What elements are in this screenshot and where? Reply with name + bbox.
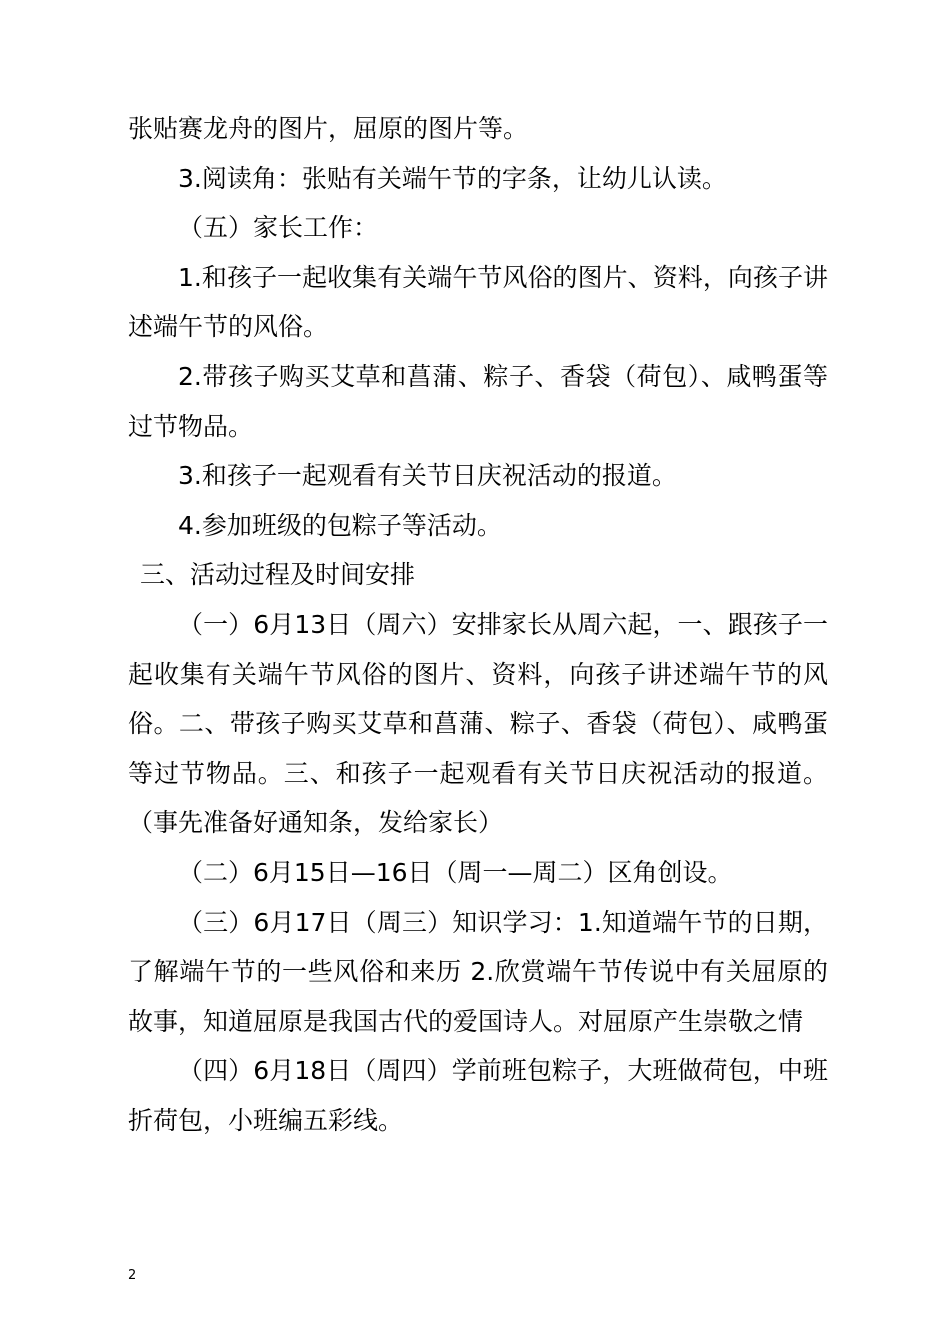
paragraph-reading-corner: 3.阅读角：张贴有关端午节的字条，让幼儿认读。 xyxy=(178,163,727,193)
paragraph-parent-item-2: 2.带孩子购买艾草和菖蒲、粽子、香袋（荷包）、咸鸭蛋等过节物品。 xyxy=(128,361,828,441)
section-heading-parent-work: （五）家长工作： xyxy=(178,213,379,243)
paragraph-continued: 张贴赛龙舟的图片，屈原的图片等。 xyxy=(128,114,529,143)
section-heading-schedule: 三、活动过程及时间安排 xyxy=(140,560,416,590)
paragraph-parent-item-4: 4.参加班级的包粽子等活动。 xyxy=(178,510,502,540)
paragraph-parent-item-3: 3.和孩子一起观看有关节日庆祝活动的报道。 xyxy=(178,461,677,491)
paragraph-parent-item-1: 1.和孩子一起收集有关端午节风俗的图片、资料，向孩子讲述端午节的风俗。 xyxy=(128,262,828,342)
document-body xyxy=(128,104,828,1145)
paragraph-schedule-2: （二）6月15日—16日（周一—周二）区角创设。 xyxy=(178,857,733,887)
page-number: 2 xyxy=(128,1268,137,1283)
paragraph-schedule-1: （一）6月13日（周六）安排家长从周六起，一、跟孩子一起收集有关端午节风俗的图片、资料，向孩子讲述端午节的风俗。二、带孩子购买艾草和菖蒲、粽子、香袋（荷包）、咸鸭蛋等过节物品。三、和孩子一起观看有关节日庆祝活动的报道。（事先准备好通知条，发给家长） xyxy=(128,609,828,838)
paragraph-schedule-3: （三）6月17日（周三）知识学习：1.知道端午节的日期，了解端午节的一些风俗和来历 2.欣赏端午节传说中有关屈原的故事，知道屈原是我国古代的爱国诗人。对屈原产生崇敬之情 xyxy=(128,907,828,1036)
paragraph-schedule-4: （四）6月18日（周四）学前班包粽子，大班做荷包，中班折荷包，小班编五彩线。 xyxy=(128,1056,828,1135)
